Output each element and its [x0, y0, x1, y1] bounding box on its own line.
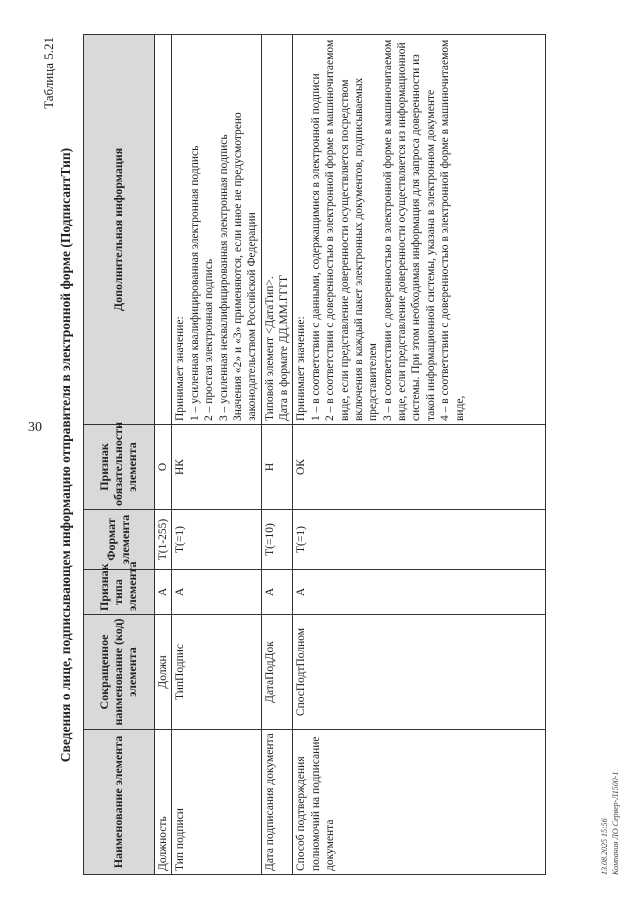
elements-table [83, 34, 546, 875]
info-line: 2 – в соответствии с доверенностью в электронной форме в машиночитаемом виде, если представление доверенности осуществляется посредством включения в каждый пакет электронных документов, подписываемых представителем [324, 39, 380, 421]
cell-format: T(=1) [172, 510, 261, 570]
cell-code: ДатаПодДок [261, 615, 293, 730]
cell-name: Дата подписания документа [261, 730, 293, 875]
rotated-page [33, 25, 623, 885]
info-line: 1 – усиленная квалифицированная электронная подпись [188, 145, 201, 421]
table-row [155, 35, 172, 875]
cell-info [155, 35, 172, 425]
cell-info [172, 35, 261, 425]
cell-code: СпосПодтПолном [293, 615, 546, 730]
col-header: Наименование элемента [84, 730, 155, 875]
col-header: Формат элемента [84, 510, 155, 570]
cell-required: ОК [293, 425, 546, 510]
cell-type: А [293, 570, 546, 615]
col-header: Признак обязательности элемента [84, 425, 155, 510]
col-header: Дополнительная информация [84, 35, 155, 425]
table-title: Сведения о лице, подписывающем информацию отправителя в электронной форме (ПодписантТип) [58, 147, 73, 763]
table-row [261, 35, 293, 875]
page-number: 30 [28, 420, 42, 435]
info-line: Дата в формате ДД.ММ.ГГГГ [278, 274, 290, 421]
cell-format: T(=10) [261, 510, 293, 570]
cell-required: Н [261, 425, 293, 510]
cell-required: О [155, 425, 172, 510]
cell-name: Способ подтверждения полномочий на подписание документа [293, 730, 546, 875]
cell-type: А [172, 570, 261, 615]
table-row [172, 35, 261, 875]
table-row [293, 35, 546, 875]
table-caption: Таблица 5.21 [41, 37, 56, 109]
info-line: 4 – в соответствии с доверенностью в электронной форме в машиночитаемом виде, [439, 39, 466, 421]
info-line: 3 – усиленная неквалифицированная электронная подпись [217, 134, 230, 421]
info-line: 2 – простая электронная подпись [203, 258, 216, 421]
cell-type: А [261, 570, 293, 615]
footer-system: Компания ЛО Сервер-Л1500-1 [610, 771, 620, 875]
col-header: Сокращенное наименование (код) элемента [84, 615, 155, 730]
table-header-row [84, 35, 155, 875]
cell-format: T(=1) [293, 510, 546, 570]
info-line: Принимает значение: [295, 316, 308, 421]
cell-code: ТипПодпис [172, 615, 261, 730]
cell-info [293, 35, 546, 425]
info-line: 3 – в соответствии с доверенностью в электронной форме в машиночитаемом виде, если представление доверенности осуществляется из информационной системы. При этом необходимая информация для запроса доверенности из такой информационной системы, указана в электронном документе [381, 39, 437, 421]
cell-format: T(1-255) [155, 510, 172, 570]
cell-required: НК [172, 425, 261, 510]
info-line: Типовой элемент <ДатаТип>. [263, 276, 276, 421]
footer-timestamp: 13.08.2025 15:56 [600, 818, 610, 875]
cell-name: Должность [155, 730, 172, 875]
cell-name: Тип подписи [172, 730, 261, 875]
info-line: Принимает значение: [174, 316, 187, 421]
col-header: Признак типа элемента [84, 570, 155, 615]
info-line: Значения «2» и «3» применяются, если иное не предусмотрено законодательством Российской Федерации [231, 112, 259, 421]
cell-type: А [155, 570, 172, 615]
print-footer [600, 772, 621, 875]
info-line: 1 – в соответствии с данными, содержащимися в электронной подписи [309, 73, 322, 421]
cell-code: Должн [155, 615, 172, 730]
cell-info [261, 35, 293, 425]
